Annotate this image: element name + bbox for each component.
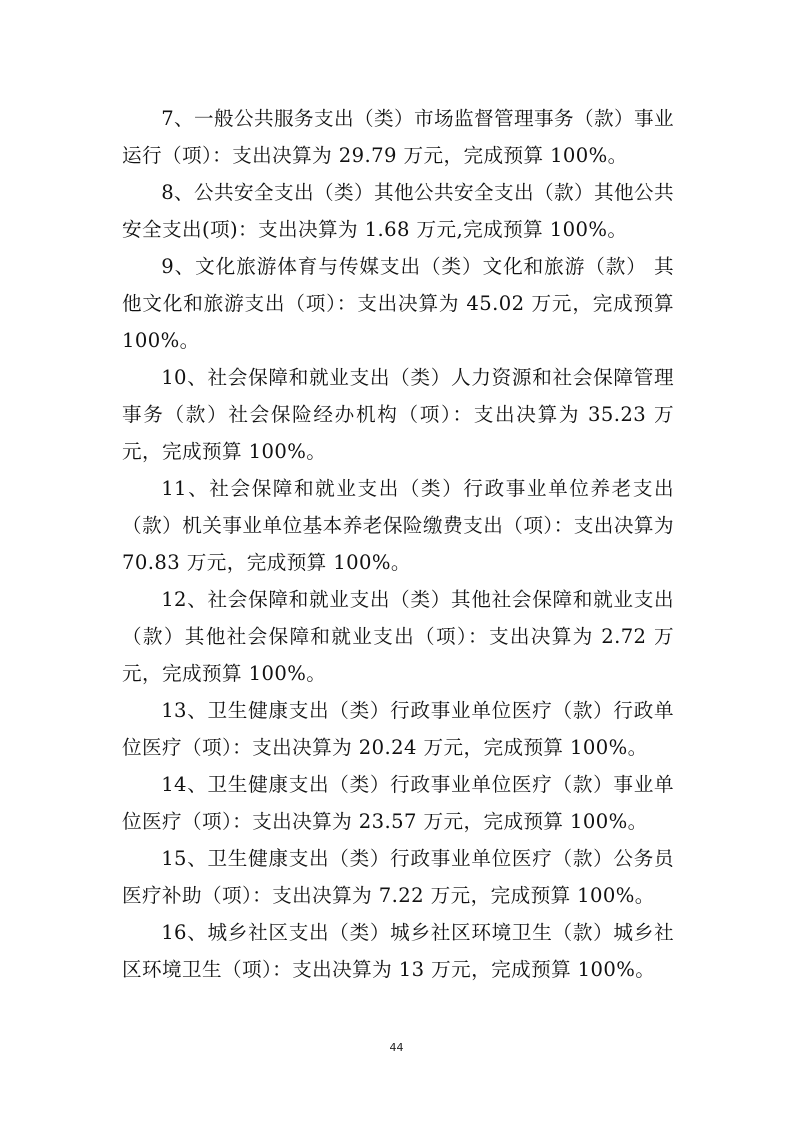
paragraph-item-12: 12、社会保障和就业支出（类）其他社会保障和就业支出（款）其他社会保障和就业支出（项）：支出决算为 2.72 万元，完成预算 100%。 bbox=[122, 588, 674, 685]
paragraph-item-8: 8、公共安全支出（类）其他公共安全支出（款）其他公共安全支出(项)：支出决算为 1.68 万元,完成预算 100%。 bbox=[122, 181, 674, 241]
paragraph-item-13: 13、卫生健康支出（类）行政事业单位医疗（款）行政单位医疗（项）：支出决算为 20.24 万元，完成预算 100%。 bbox=[122, 699, 674, 759]
paragraph-item-11: 11、社会保障和就业支出（类）行政事业单位养老支出（款）机关事业单位基本养老保险缴费支出（项）：支出决算为 70.83 万元，完成预算 100%。 bbox=[122, 477, 674, 574]
paragraph-item-7: 7、一般公共服务支出（类）市场监督管理事务（款）事业运行（项）：支出决算为 29.79 万元，完成预算 100%。 bbox=[122, 107, 674, 167]
paragraph-item-9: 9、文化旅游体育与传媒支出（类）文化和旅游（款） 其他文化和旅游支出（项）：支出决算为 45.02 万元，完成预算 100%。 bbox=[122, 255, 674, 352]
paragraph-item-16: 16、城乡社区支出（类）城乡社区环境卫生（款）城乡社区环境卫生（项）：支出决算为 13 万元，完成预算 100%。 bbox=[122, 921, 674, 981]
paragraph-item-15: 15、卫生健康支出（类）行政事业单位医疗（款）公务员医疗补助（项）：支出决算为 7.22 万元，完成预算 100%。 bbox=[122, 847, 674, 907]
paragraph-item-14: 14、卫生健康支出（类）行政事业单位医疗（款）事业单位医疗（项）：支出决算为 23.57 万元，完成预算 100%。 bbox=[122, 773, 674, 833]
page-number: 44 bbox=[389, 1041, 404, 1054]
document-body bbox=[122, 100, 674, 988]
paragraph-item-10: 10、社会保障和就业支出（类）人力资源和社会保障管理事务（款）社会保险经办机构（项）：支出决算为 35.23 万元，完成预算 100%。 bbox=[122, 366, 674, 463]
